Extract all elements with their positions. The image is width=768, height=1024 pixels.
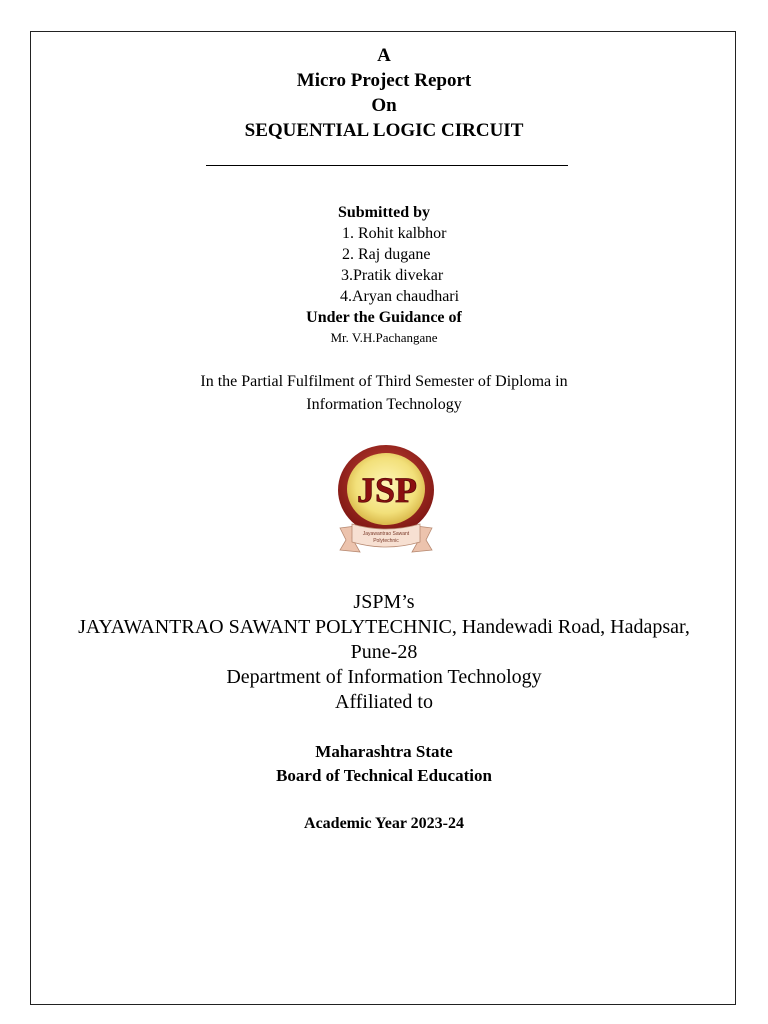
title-underline <box>206 165 568 166</box>
department-name: Department of Information Technology <box>226 666 542 688</box>
college-city: Pune-28 <box>350 641 418 663</box>
guide-name: Mr. V.H.Pachangane <box>330 330 438 345</box>
guidance-label: Under the Guidance of <box>306 309 462 326</box>
team-member: 4.Aryan chaudhari <box>340 288 460 305</box>
report-preposition: On <box>371 95 397 116</box>
academic-year: Academic Year 2023-24 <box>304 815 464 832</box>
svg-text:Polytechnic: Polytechnic <box>373 538 399 544</box>
team-member: 3.Pratik divekar <box>341 267 444 284</box>
affiliated-label: Affiliated to <box>335 691 433 713</box>
report-type: Micro Project Report <box>296 70 472 91</box>
fulfilment-program: Information Technology <box>306 396 462 413</box>
college-logo <box>330 442 442 564</box>
team-member: 2. Raj dugane <box>342 246 431 263</box>
submitted-by-label: Submitted by <box>337 204 431 221</box>
report-article: A <box>377 45 391 66</box>
team-member: 1. Rohit kalbhor <box>342 225 447 242</box>
institute-group: JSPM’s <box>353 591 415 613</box>
college-name: JAYAWANTRAO SAWANT POLYTECHNIC, Handewadi Road, Hadapsar, <box>78 616 690 638</box>
board-name-line2: Board of Technical Education <box>276 766 492 785</box>
board-name-line1: Maharashtra State <box>315 742 453 761</box>
report-title: SEQUENTIAL LOGIC CIRCUIT <box>244 120 524 141</box>
svg-text:Jayawantrao Sawant: Jayawantrao Sawant <box>362 531 410 537</box>
svg-text:JSP: JSP <box>356 470 418 510</box>
fulfilment-statement: In the Partial Fulfilment of Third Semester of Diploma in <box>200 373 568 390</box>
